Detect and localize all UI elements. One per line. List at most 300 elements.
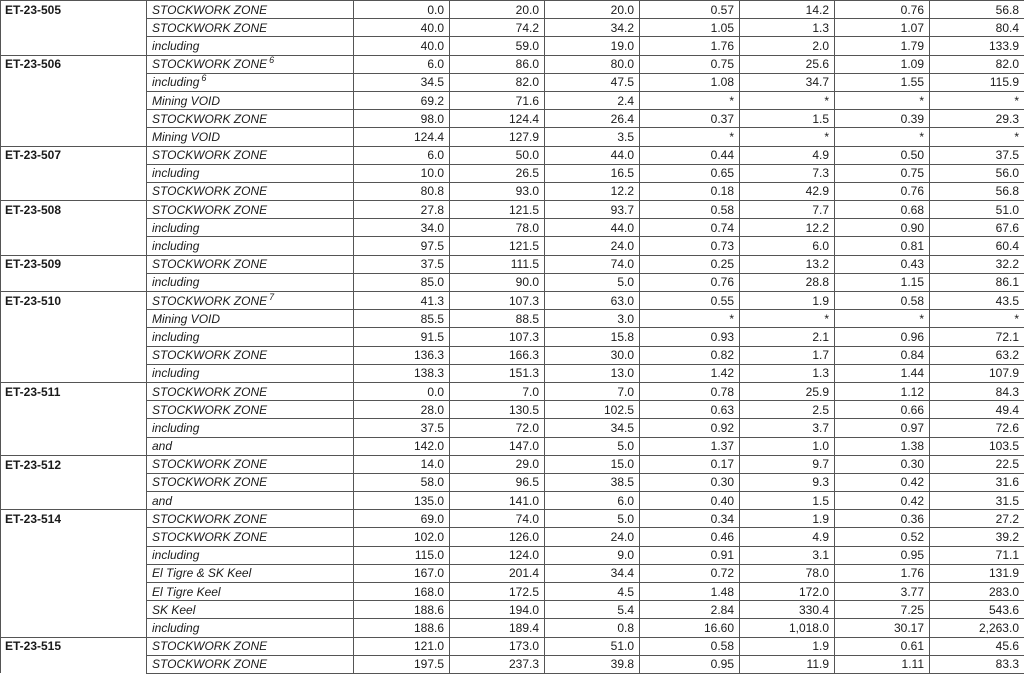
hole-id-cell [1,110,147,128]
table-row [1,91,1024,109]
value-cell: 1.5 [740,492,835,510]
value-cell: 27.8 [354,201,450,219]
footnote-ref: 6 [269,55,275,66]
table-row [1,164,1024,182]
zone-cell [147,292,354,310]
value-cell: 1.9 [740,292,835,310]
value-cell: 19.0 [545,37,640,55]
zone-label: STOCKWORK ZONE [152,402,268,417]
value-cell: 135.0 [354,492,450,510]
value-cell: 34.4 [545,564,640,582]
zone-label: including [152,420,200,435]
value-cell: 2.84 [640,601,740,619]
value-cell: 20.0 [545,1,640,19]
zone-cell [147,255,354,273]
value-cell: 85.5 [354,310,450,328]
value-cell: 26.4 [545,110,640,128]
value-cell: 138.3 [354,364,450,382]
value-cell: 0.65 [640,164,740,182]
value-cell: 13.2 [740,255,835,273]
zone-label: including [152,38,200,53]
value-cell: 3.1 [740,546,835,564]
value-cell: 31.5 [930,492,1024,510]
hole-id-cell: ET-23-509 [1,255,147,273]
value-cell: 80.8 [354,182,450,200]
value-cell: 151.3 [450,364,545,382]
zone-label: Mining VOID [152,93,221,108]
value-cell: 44.0 [545,146,640,164]
value-cell: * [640,128,740,146]
value-cell: 7.7 [740,201,835,219]
value-cell: 44.0 [545,219,640,237]
value-cell: 59.0 [450,37,545,55]
value-cell: 0.30 [835,455,930,473]
value-cell: 173.0 [450,637,545,655]
value-cell: 15.8 [545,328,640,346]
value-cell: 0.0 [354,382,450,400]
value-cell: * [740,310,835,328]
value-cell: 330.4 [740,601,835,619]
value-cell: 1.05 [640,19,740,37]
zone-cell [147,510,354,528]
hole-id-cell [1,310,147,328]
value-cell: 14.2 [740,1,835,19]
value-cell: 5.0 [545,510,640,528]
value-cell: 1.76 [640,37,740,55]
value-cell: 4.5 [545,583,640,601]
value-cell: 31.6 [930,473,1024,491]
value-cell: 2.0 [740,37,835,55]
zone-label: STOCKWORK ZONE [152,148,268,163]
table-row [1,219,1024,237]
zone-label: including [152,275,200,290]
value-cell: 71.6 [450,91,545,109]
value-cell: 90.0 [450,273,545,291]
value-cell: 4.9 [740,146,835,164]
value-cell: 32.2 [930,255,1024,273]
value-cell: 1.9 [740,637,835,655]
value-cell: 2.5 [740,401,835,419]
value-cell: 4.9 [740,528,835,546]
value-cell: 5.4 [545,601,640,619]
value-cell: 0.76 [640,273,740,291]
zone-label: STOCKWORK ZONE [152,348,268,363]
value-cell: 0.55 [640,292,740,310]
value-cell: 56.0 [930,164,1024,182]
value-cell: 9.7 [740,455,835,473]
hole-id-cell [1,473,147,491]
value-cell: 188.6 [354,619,450,637]
table-row [1,382,1024,400]
value-cell: 0.58 [835,292,930,310]
hole-id-cell [1,91,147,109]
hole-id-cell [1,128,147,146]
value-cell: 56.8 [930,1,1024,19]
value-cell: 0.63 [640,401,740,419]
value-cell: 1.12 [835,382,930,400]
value-cell: 71.1 [930,546,1024,564]
value-cell: 0.97 [835,419,930,437]
value-cell: 50.0 [450,146,545,164]
zone-label: including [152,75,200,90]
value-cell: 188.6 [354,601,450,619]
value-cell: 0.42 [835,473,930,491]
value-cell: 93.7 [545,201,640,219]
value-cell: 1.37 [640,437,740,455]
value-cell: 7.0 [450,382,545,400]
value-cell: 74.0 [450,510,545,528]
zone-cell [147,146,354,164]
value-cell: 63.0 [545,292,640,310]
value-cell: 0.42 [835,492,930,510]
table-row [1,19,1024,37]
value-cell: * [835,128,930,146]
value-cell: 0.25 [640,255,740,273]
value-cell: 0.57 [640,1,740,19]
value-cell: 0.75 [640,55,740,73]
value-cell: 11.9 [740,655,835,673]
zone-label: STOCKWORK ZONE [152,511,268,526]
value-cell: 0.90 [835,219,930,237]
value-cell: 121.5 [450,237,545,255]
zone-label: STOCKWORK ZONE [152,184,268,199]
zone-cell [147,328,354,346]
value-cell: 0.61 [835,637,930,655]
zone-label: STOCKWORK ZONE [152,293,268,308]
hole-id-cell [1,564,147,582]
table-row [1,655,1024,673]
value-cell: 83.3 [930,655,1024,673]
hole-id-cell [1,437,147,455]
table-row [1,182,1024,200]
value-cell: 40.0 [354,37,450,55]
zone-cell [147,528,354,546]
footnote-ref: 6 [201,73,207,84]
table-row [1,473,1024,491]
zone-cell [147,164,354,182]
value-cell: 43.5 [930,292,1024,310]
value-cell: 34.5 [354,73,450,91]
value-cell: 0.37 [640,110,740,128]
value-cell: 189.4 [450,619,545,637]
zone-cell [147,382,354,400]
hole-id-cell [1,619,147,637]
value-cell: 27.2 [930,510,1024,528]
hole-id-cell: ET-23-508 [1,201,147,219]
value-cell: 1.7 [740,346,835,364]
zone-cell [147,182,354,200]
zone-label: STOCKWORK ZONE [152,530,268,545]
value-cell: 0.84 [835,346,930,364]
value-cell: 107.3 [450,328,545,346]
value-cell: 115.0 [354,546,450,564]
table-row [1,237,1024,255]
hole-id-cell [1,364,147,382]
value-cell: 0.30 [640,473,740,491]
value-cell: 45.6 [930,637,1024,655]
value-cell: 41.3 [354,292,450,310]
value-cell: 3.5 [545,128,640,146]
hole-id-cell [1,419,147,437]
value-cell: 72.6 [930,419,1024,437]
hole-id-cell [1,492,147,510]
value-cell: 30.0 [545,346,640,364]
value-cell: 1.44 [835,364,930,382]
value-cell: 141.0 [450,492,545,510]
zone-label: STOCKWORK ZONE [152,2,268,17]
zone-cell [147,455,354,473]
value-cell: 39.2 [930,528,1024,546]
zone-label: including [152,548,200,563]
value-cell: 72.1 [930,328,1024,346]
hole-id-cell [1,328,147,346]
value-cell: 16.60 [640,619,740,637]
value-cell: 0.93 [640,328,740,346]
table-row [1,201,1024,219]
value-cell: 5.0 [545,437,640,455]
value-cell: 40.0 [354,19,450,37]
value-cell: 39.8 [545,655,640,673]
value-cell: 168.0 [354,583,450,601]
value-cell: 0.96 [835,328,930,346]
value-cell: 1.0 [740,437,835,455]
value-cell: 5.0 [545,273,640,291]
value-cell: 3.0 [545,310,640,328]
zone-label: including [152,220,200,235]
value-cell: 72.0 [450,419,545,437]
hole-id-cell [1,164,147,182]
zone-label: including [152,239,200,254]
value-cell: 0.74 [640,219,740,237]
value-cell: * [640,310,740,328]
zone-label: STOCKWORK ZONE [152,657,268,672]
table-row [1,619,1024,637]
value-cell: 131.9 [930,564,1024,582]
hole-id-cell: ET-23-505 [1,1,147,19]
zone-cell [147,237,354,255]
value-cell: 102.5 [545,401,640,419]
zone-label: STOCKWORK ZONE [152,57,268,72]
zone-cell [147,364,354,382]
table-row [1,583,1024,601]
table-row [1,564,1024,582]
hole-id-cell: ET-23-511 [1,382,147,400]
value-cell: 1.76 [835,564,930,582]
zone-cell [147,128,354,146]
zone-cell [147,73,354,91]
value-cell: 0.82 [640,346,740,364]
value-cell: 20.0 [450,1,545,19]
value-cell: 1,018.0 [740,619,835,637]
value-cell: 1.79 [835,37,930,55]
value-cell: 0.50 [835,146,930,164]
zone-cell [147,437,354,455]
value-cell: 24.0 [545,237,640,255]
value-cell: 1.9 [740,510,835,528]
value-cell: 1.5 [740,110,835,128]
value-cell: 0.76 [835,1,930,19]
value-cell: 136.3 [354,346,450,364]
value-cell: 12.2 [545,182,640,200]
value-cell: 0.81 [835,237,930,255]
value-cell: 1.3 [740,364,835,382]
zone-cell [147,273,354,291]
value-cell: * [740,128,835,146]
zone-cell [147,91,354,109]
table-row [1,437,1024,455]
value-cell: 49.4 [930,401,1024,419]
value-cell: 1.3 [740,19,835,37]
table-row [1,637,1024,655]
value-cell: 0.95 [640,655,740,673]
zone-cell [147,637,354,655]
value-cell: 3.7 [740,419,835,437]
value-cell: 6.0 [545,492,640,510]
table-row [1,401,1024,419]
value-cell: 0.58 [640,637,740,655]
value-cell: 34.2 [545,19,640,37]
zone-label: El Tigre & SK Keel [152,566,252,581]
value-cell: 133.9 [930,37,1024,55]
zone-cell [147,564,354,582]
value-cell: 0.73 [640,237,740,255]
value-cell: 69.2 [354,91,450,109]
value-cell: 1.15 [835,273,930,291]
zone-cell [147,19,354,37]
value-cell: 1.42 [640,364,740,382]
value-cell: 98.0 [354,110,450,128]
table-row [1,273,1024,291]
value-cell: 82.0 [450,73,545,91]
value-cell: 25.9 [740,382,835,400]
table-row [1,419,1024,437]
value-cell: 96.5 [450,473,545,491]
table-row [1,292,1024,310]
value-cell: 80.0 [545,55,640,73]
zone-cell [147,583,354,601]
value-cell: 0.95 [835,546,930,564]
value-cell: 0.34 [640,510,740,528]
zone-label: including [152,366,200,381]
table-row [1,310,1024,328]
zone-label: STOCKWORK ZONE [152,202,268,217]
zone-label: STOCKWORK ZONE [152,257,268,272]
value-cell: 1.09 [835,55,930,73]
value-cell: 201.4 [450,564,545,582]
zone-cell [147,492,354,510]
value-cell: 0.8 [545,619,640,637]
value-cell: 0.39 [835,110,930,128]
value-cell: 42.9 [740,182,835,200]
table-row [1,128,1024,146]
value-cell: 0.46 [640,528,740,546]
zone-cell [147,310,354,328]
zone-label: El Tigre Keel [152,584,221,599]
value-cell: 24.0 [545,528,640,546]
hole-id-cell: ET-23-507 [1,146,147,164]
value-cell: 22.5 [930,455,1024,473]
zone-label: STOCKWORK ZONE [152,111,268,126]
value-cell: 30.17 [835,619,930,637]
value-cell: 29.0 [450,455,545,473]
value-cell: * [930,310,1024,328]
table-row [1,328,1024,346]
zone-label: STOCKWORK ZONE [152,20,268,35]
value-cell: 0.58 [640,201,740,219]
hole-id-cell: ET-23-510 [1,292,147,310]
zone-label: STOCKWORK ZONE [152,639,268,654]
zone-label: and [152,439,173,454]
value-cell: 0.76 [835,182,930,200]
footnote-ref: 7 [269,291,275,302]
value-cell: 124.4 [354,128,450,146]
table-row [1,1,1024,19]
value-cell: 0.18 [640,182,740,200]
value-cell: 115.9 [930,73,1024,91]
zone-cell [147,655,354,673]
value-cell: 6.0 [354,146,450,164]
hole-id-cell [1,219,147,237]
hole-id-cell [1,273,147,291]
value-cell: 237.3 [450,655,545,673]
value-cell: * [930,91,1024,109]
value-cell: 124.0 [450,546,545,564]
hole-id-cell [1,546,147,564]
value-cell: 1.07 [835,19,930,37]
value-cell: 102.0 [354,528,450,546]
value-cell: 130.5 [450,401,545,419]
value-cell: 1.08 [640,73,740,91]
zone-cell [147,401,354,419]
value-cell: 0.72 [640,564,740,582]
table-row [1,37,1024,55]
table-row [1,73,1024,91]
value-cell: 74.0 [545,255,640,273]
zone-label: SK Keel [152,602,196,617]
value-cell: 9.0 [545,546,640,564]
zone-label: Mining VOID [152,311,221,326]
hole-id-cell [1,73,147,91]
value-cell: 93.0 [450,182,545,200]
value-cell: 74.2 [450,19,545,37]
value-cell: 3.77 [835,583,930,601]
value-cell: 80.4 [930,19,1024,37]
zone-cell [147,346,354,364]
table-row [1,346,1024,364]
zone-cell [147,601,354,619]
table-row [1,528,1024,546]
table-row [1,546,1024,564]
value-cell: 166.3 [450,346,545,364]
value-cell: 0.68 [835,201,930,219]
value-cell: 7.0 [545,382,640,400]
zone-label: including [152,329,200,344]
table-row [1,146,1024,164]
value-cell: 12.2 [740,219,835,237]
value-cell: 37.5 [930,146,1024,164]
value-cell: 0.52 [835,528,930,546]
value-cell: 1.55 [835,73,930,91]
hole-id-cell [1,401,147,419]
value-cell: 28.0 [354,401,450,419]
value-cell: 0.40 [640,492,740,510]
value-cell: 107.3 [450,292,545,310]
zone-cell [147,473,354,491]
value-cell: 0.92 [640,419,740,437]
value-cell: 28.8 [740,273,835,291]
zone-cell [147,110,354,128]
table-row [1,492,1024,510]
